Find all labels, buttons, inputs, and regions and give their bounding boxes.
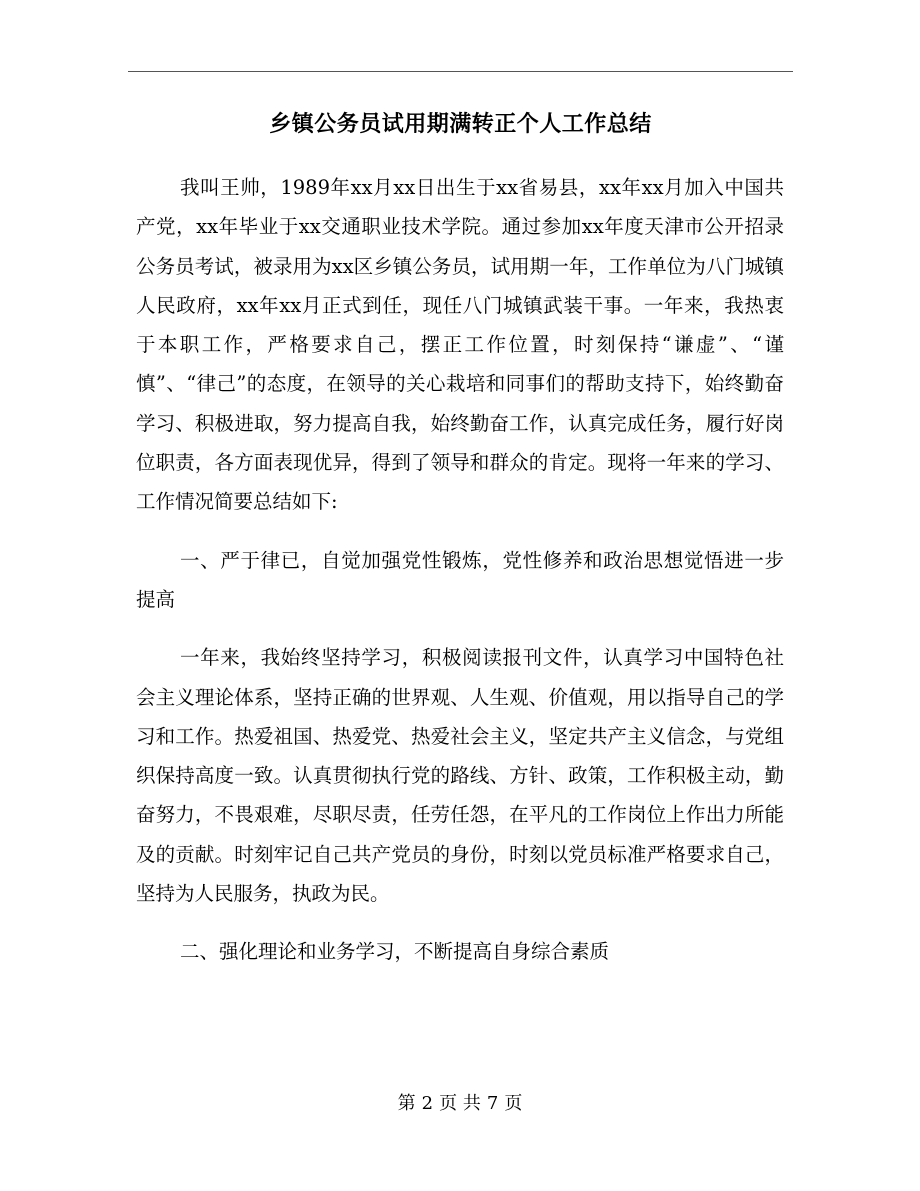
current-page-number: 2	[421, 1093, 434, 1114]
page-footer	[0, 1090, 920, 1118]
footer-prefix: 第	[397, 1093, 416, 1114]
paragraph-gap	[136, 522, 784, 541]
section-heading-2: 二、强化理论和业务学习，不断提高自身综合素质	[180, 940, 610, 964]
total-pages-number: 7	[486, 1093, 499, 1114]
paragraph-gap	[136, 619, 784, 638]
paragraph-intro: 我叫王帅，1989年xx月xx日出生于xx省易县，xx年xx月加入中国共产党，xx年毕业于xx交通职业技术学院。通过参加xx年度天津市公开招录公务员考试，被录用为xx区乡镇公务员，试用期一年，工作单位为八门城镇人民政府，xx年xx月正式到任，现任八门城镇武装干事。一年来，我热衷于本职工作，严格要求自己，摆正工作位置，时刻保持“谦虚”、“谨慎”、“律己”的态度，在领导的关心栽培和同事们的帮助支持下，始终勤奋学习、积极进取，努力提高自我，始终勤奋工作，认真完成任务，履行好岗位职责，各方面表现优异，得到了领导和群众的肯定。现将一年来的学习、工作情况简要总结如下:	[136, 176, 784, 514]
paragraph-section-1: 一年来，我始终坚持学习，积极阅读报刊文件，认真学习中国特色社会主义理论体系，坚持正确的世界观、人生观、价值观，用以指导自己的学习和工作。热爱祖国、热爱党、热爱社会主义，坚定共产主义信念，与党组织保持高度一致。认真贯彻执行党的路线、方针、政策，工作积极主动，勤奋努力，不畏艰难，尽职尽责，任劳任怨，在平凡的工作岗位上作出力所能及的贡献。时刻牢记自己共产党员的身份，时刻以党员标准严格要求自己，坚持为人民服务，执政为民。	[136, 646, 784, 906]
section-heading-1: 一、严于律已，自觉加强党性锻炼，党性修养和政治思想觉悟进一步提高	[136, 548, 784, 611]
footer-suffix: 页	[504, 1093, 523, 1114]
document-body	[136, 168, 784, 972]
footer-middle: 页 共	[439, 1093, 481, 1114]
paragraph-gap	[136, 913, 784, 932]
header-rule	[128, 71, 793, 72]
document-title: 乡镇公务员试用期满转正个人工作总结	[269, 112, 652, 137]
